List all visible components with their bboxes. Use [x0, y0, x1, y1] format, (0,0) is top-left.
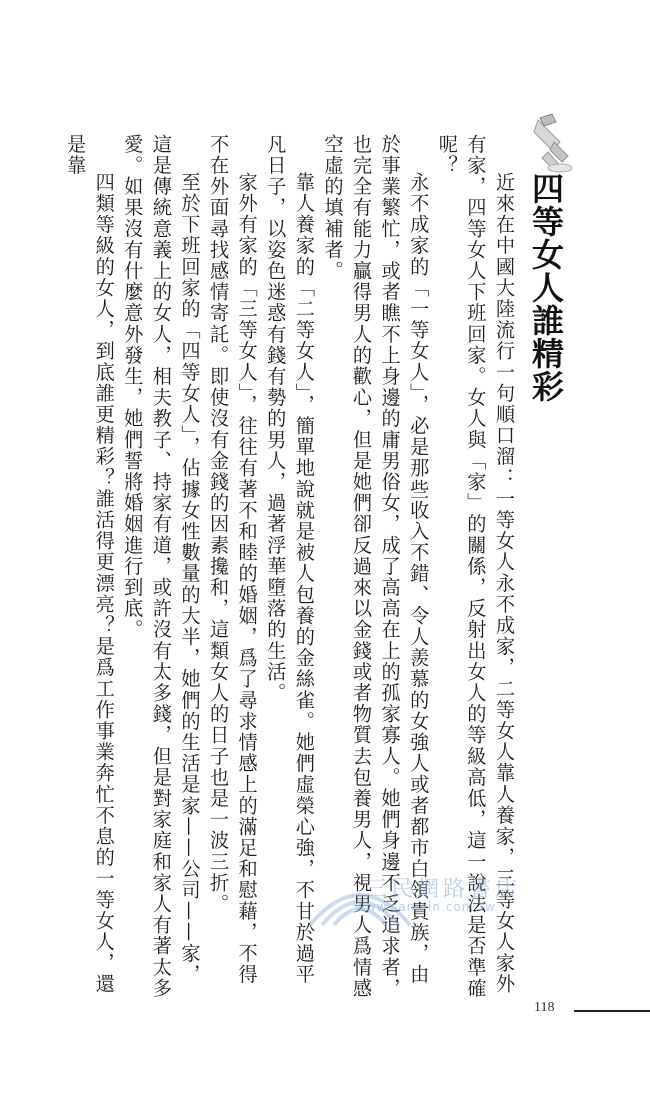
watermark-url: www.sanmin.com.tw [355, 900, 496, 914]
paragraph: 永不成家的「一等女人」，必是那些收入不錯、令人羨慕的女強人或者都市白領貴族，由於事業繁忙，或者瞧不上身邊的庸男俗女，成了高高在上的孤家寡人。她們身邊不乏追求者，也完全有能力贏得男人的歡心，但是她們卻反過來以金錢或者物質去包養男人，視男人爲情感空虛的填補者。 [321, 134, 431, 1000]
chess-piece-icon [530, 112, 574, 174]
paragraph: 四類等級的女人，到底誰更精彩？誰活得更漂亮？是爲工作事業奔忙不息的一等女人，還是靠 [64, 134, 116, 996]
watermark-text: 三民網路書店 [365, 877, 522, 902]
paragraph: 家外有家的「三等女人」，往往有著不和睦的婚姻，爲了尋求情感上的滿足和慰藉，不得不在外面尋找感情寄託。即使沒有金錢的因素攙和，這類女人的日子也是一波三折。 [207, 134, 259, 986]
paragraph: 近來在中國大陸流行一句順口溜：一等女人永不成家，二等女人靠人養家，三等女人家外有家，四等女人下班回家。女人與「家」的關係，反射出女人的等級高低，這一說法是否準確呢？ [435, 134, 516, 1000]
paragraph: 至於下班回家的「四等女人」，佔據女性數量的大半，她們的生活是家——公司——家，這是傳統意義上的女人，相夫教子、持家有道，或許沒有太多錢，但是對家庭和家人有著太多愛。如果沒有什麼意外發生，她們誓將婚姻進行到底。 [121, 134, 202, 1000]
page-number: 118 [534, 1000, 555, 1015]
footer-rule [574, 1010, 650, 1012]
paragraph: 靠人養家的「二等女人」，簡單地說就是被人包養的金絲雀。她們虛榮心強，不甘於過平凡日子，以姿色迷惑有錢有勢的男人，過著浮華墮落的生活。 [264, 134, 316, 986]
chapter-title: 四等女人誰精彩 [527, 172, 565, 403]
